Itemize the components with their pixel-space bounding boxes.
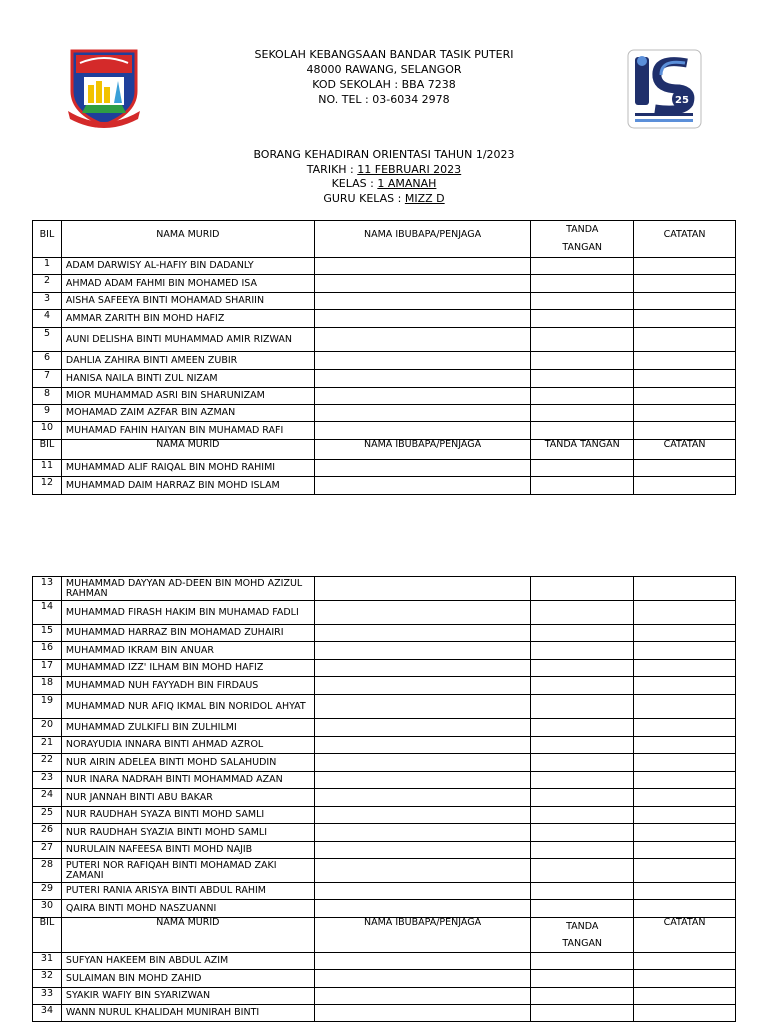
parent-name-cell[interactable]: [314, 695, 530, 719]
signature-cell[interactable]: [531, 772, 634, 789]
parent-name-cell[interactable]: [314, 328, 530, 352]
table-row: [33, 577, 736, 601]
parent-name-cell[interactable]: [314, 883, 530, 900]
signature-cell[interactable]: [531, 258, 634, 275]
student-name: PUTERI RANIA ARISYA BINTI ABDUL RAHIM: [61, 883, 314, 900]
parent-name-cell[interactable]: [314, 275, 530, 293]
student-number: 29: [33, 883, 62, 900]
signature-cell[interactable]: [531, 405, 634, 422]
parent-name-cell[interactable]: [314, 842, 530, 859]
class-value: 1 AMANAH: [377, 177, 437, 190]
parent-name-cell[interactable]: [314, 642, 530, 660]
remarks-cell[interactable]: [634, 824, 736, 842]
signature-cell[interactable]: [531, 695, 634, 719]
table-row: [33, 1005, 736, 1022]
student-number: 19: [33, 695, 62, 719]
table-row: [33, 275, 736, 293]
parent-name-cell[interactable]: [314, 460, 530, 477]
student-number: 32: [33, 970, 62, 988]
table-row: [33, 900, 736, 918]
parent-name-cell[interactable]: [314, 754, 530, 772]
parent-name-cell[interactable]: [314, 352, 530, 370]
student-number: 21: [33, 737, 62, 754]
school-address: 48000 RAWANG, SELANGOR: [306, 63, 462, 76]
date-value: 11 FEBRUARI 2023: [357, 162, 462, 176]
student-name: MUHAMMAD FIRASH HAKIM BIN MUHAMAD FADLI: [61, 601, 314, 625]
student-number: 28: [33, 859, 62, 883]
student-name: NUR RAUDHAH SYAZIA BINTI MOHD SAMLI: [61, 824, 314, 842]
remarks-cell[interactable]: [634, 1005, 736, 1022]
parent-name-cell[interactable]: [314, 660, 530, 677]
table-row: [33, 677, 736, 695]
student-name: MUHAMAD FAHIN HAIYAN BIN MUHAMAD RAFI: [61, 422, 314, 440]
school-phone: NO. TEL : 03-6034 2978: [318, 93, 450, 106]
student-name: MUHAMMAD HARRAZ BIN MOHAMAD ZUHAIRI: [61, 625, 314, 642]
parent-name-cell[interactable]: [314, 719, 530, 737]
student-name: MUHAMMAD NUR AFIQ IKMAL BIN NORIDOL AHYAT: [61, 695, 314, 719]
parent-name-cell[interactable]: [314, 953, 530, 970]
table-row: [33, 642, 736, 660]
table-row: [33, 370, 736, 388]
col-header-nama: NAMA MURID: [61, 918, 314, 953]
col-header-bil: BIL: [33, 918, 62, 953]
signature-cell[interactable]: [531, 275, 634, 293]
student-number: 33: [33, 988, 62, 1005]
table-row: [33, 310, 736, 328]
remarks-cell[interactable]: [634, 328, 736, 352]
student-name: NORAYUDIA INNARA BINTI AHMAD AZROL: [61, 737, 314, 754]
attendance-table-1-body: [33, 221, 736, 495]
signature-cell[interactable]: [531, 388, 634, 405]
student-name: ADAM DARWISY AL-HAFIY BIN DADANLY: [61, 258, 314, 275]
table-row: [33, 754, 736, 772]
remarks-cell[interactable]: [634, 352, 736, 370]
signature-cell[interactable]: [531, 988, 634, 1005]
col-header-tanda-line1: TANDA: [566, 921, 599, 932]
school-crest-logo: [66, 47, 142, 131]
student-name: NUR AIRIN ADELEA BINTI MOHD SALAHUDIN: [61, 754, 314, 772]
student-name: SULAIMAN BIN MOHD ZAHID: [61, 970, 314, 988]
student-number: 9: [33, 405, 62, 422]
table-row: [33, 807, 736, 824]
form-header: [200, 148, 568, 206]
student-number: 6: [33, 352, 62, 370]
form-class: KELAS : 1 AMANAH: [331, 177, 437, 190]
parent-name-cell[interactable]: [314, 310, 530, 328]
student-number: 15: [33, 625, 62, 642]
student-name: MUHAMMAD ZULKIFLI BIN ZULHILMI: [61, 719, 314, 737]
remarks-cell[interactable]: [634, 953, 736, 970]
signature-cell[interactable]: [531, 859, 634, 883]
remarks-cell[interactable]: [634, 677, 736, 695]
student-number: 34: [33, 1005, 62, 1022]
signature-cell[interactable]: [531, 677, 634, 695]
remarks-cell[interactable]: [634, 883, 736, 900]
table-header-row: [33, 918, 736, 953]
svg-text:25: 25: [675, 95, 689, 106]
student-name: MUHAMMAD DAYYAN AD-DEEN BIN MOHD AZIZUL RAHMAN: [61, 577, 314, 601]
table-row: [33, 970, 736, 988]
col-header-catatan: CATATAN: [634, 221, 736, 258]
signature-cell[interactable]: [531, 460, 634, 477]
table-row: [33, 842, 736, 859]
table-row: [33, 883, 736, 900]
parent-name-cell[interactable]: [314, 258, 530, 275]
school-code: KOD SEKOLAH : BBA 7238: [312, 78, 456, 91]
student-name: NUR JANNAH BINTI ABU BAKAR: [61, 789, 314, 807]
signature-cell[interactable]: [531, 970, 634, 988]
remarks-cell[interactable]: [634, 310, 736, 328]
col-header-tanda: TANDA TANGAN: [531, 440, 634, 460]
signature-cell[interactable]: [531, 642, 634, 660]
table-row: [33, 422, 736, 440]
remarks-cell[interactable]: [634, 642, 736, 660]
signature-cell[interactable]: [531, 900, 634, 918]
col-header-catatan: CATATAN: [634, 918, 736, 953]
parent-name-cell[interactable]: [314, 388, 530, 405]
student-number: 27: [33, 842, 62, 859]
school-header: [200, 47, 568, 107]
col-header-ibubapa: NAMA IBUBAPA/PENJAGA: [314, 440, 530, 460]
parent-name-cell[interactable]: [314, 405, 530, 422]
remarks-cell[interactable]: [634, 988, 736, 1005]
signature-cell[interactable]: [531, 601, 634, 625]
col-header-tanda: [531, 918, 634, 953]
remarks-cell[interactable]: [634, 601, 736, 625]
student-name: AMMAR ZARITH BIN MOHD HAFIZ: [61, 310, 314, 328]
student-name: NURULAIN NAFEESA BINTI MOHD NAJIB: [61, 842, 314, 859]
table-row: [33, 953, 736, 970]
table-row: [33, 737, 736, 754]
student-name: DAHLIA ZAHIRA BINTI AMEEN ZUBIR: [61, 352, 314, 370]
school-name: SEKOLAH KEBANGSAAN BANDAR TASIK PUTERI: [254, 48, 514, 61]
remarks-cell[interactable]: [634, 422, 736, 440]
table-row: [33, 719, 736, 737]
signature-cell[interactable]: [531, 660, 634, 677]
student-number: 24: [33, 789, 62, 807]
remarks-cell[interactable]: [634, 859, 736, 883]
table-header-row: [33, 440, 736, 460]
col-header-tanda-line2: TANGAN: [562, 938, 603, 949]
student-name: MOHAMAD ZAIM AZFAR BIN AZMAN: [61, 405, 314, 422]
col-header-ibubapa: NAMA IBUBAPA/PENJAGA: [314, 918, 530, 953]
student-number: 14: [33, 601, 62, 625]
attendance-table-2: [32, 576, 736, 1022]
signature-cell[interactable]: [531, 1005, 634, 1022]
remarks-cell[interactable]: [634, 970, 736, 988]
signature-cell[interactable]: [531, 824, 634, 842]
student-number: 8: [33, 388, 62, 405]
signature-cell[interactable]: [531, 625, 634, 642]
remarks-cell[interactable]: [634, 577, 736, 601]
remarks-cell[interactable]: [634, 293, 736, 310]
remarks-cell[interactable]: [634, 388, 736, 405]
signature-cell[interactable]: [531, 310, 634, 328]
remarks-cell[interactable]: [634, 842, 736, 859]
student-number: 23: [33, 772, 62, 789]
student-number: 26: [33, 824, 62, 842]
form-title: BORANG KEHADIRAN ORIENTASI TAHUN 1/2023: [253, 148, 515, 161]
student-name: AHMAD ADAM FAHMI BIN MOHAMED ISA: [61, 275, 314, 293]
signature-cell[interactable]: [531, 737, 634, 754]
remarks-cell[interactable]: [634, 370, 736, 388]
parent-name-cell[interactable]: [314, 970, 530, 988]
signature-cell[interactable]: [531, 352, 634, 370]
student-number: 30: [33, 900, 62, 918]
student-name: MIOR MUHAMMAD ASRI BIN SHARUNIZAM: [61, 388, 314, 405]
table-row: [33, 460, 736, 477]
parent-name-cell[interactable]: [314, 859, 530, 883]
col-header-nama: NAMA MURID: [61, 440, 314, 460]
remarks-cell[interactable]: [634, 719, 736, 737]
student-name: NUR INARA NADRAH BINTI MOHAMMAD AZAN: [61, 772, 314, 789]
student-number: 13: [33, 577, 62, 601]
parent-name-cell[interactable]: [314, 293, 530, 310]
signature-cell[interactable]: [531, 719, 634, 737]
student-number: 16: [33, 642, 62, 660]
parent-name-cell[interactable]: [314, 577, 530, 601]
col-header-nama: NAMA MURID: [61, 221, 314, 258]
student-name: PUTERI NOR RAFIQAH BINTI MOHAMAD ZAKI ZAMANI: [61, 859, 314, 883]
parent-name-cell[interactable]: [314, 422, 530, 440]
table-row: [33, 695, 736, 719]
signature-cell[interactable]: [531, 807, 634, 824]
student-number: 17: [33, 660, 62, 677]
student-name: SYAKIR WAFIY BIN SYARIZWAN: [61, 988, 314, 1005]
table-row: [33, 328, 736, 352]
signature-cell[interactable]: [531, 328, 634, 352]
parent-name-cell[interactable]: [314, 789, 530, 807]
student-name: WANN NURUL KHALIDAH MUNIRAH BINTI: [61, 1005, 314, 1022]
table-row: [33, 293, 736, 310]
parent-name-cell[interactable]: [314, 824, 530, 842]
parent-name-cell[interactable]: [314, 370, 530, 388]
student-number: 5: [33, 328, 62, 352]
parent-name-cell[interactable]: [314, 772, 530, 789]
student-number: 31: [33, 953, 62, 970]
attendance-table-1: [32, 220, 736, 495]
remarks-cell[interactable]: [634, 900, 736, 918]
parent-name-cell[interactable]: [314, 988, 530, 1005]
signature-cell[interactable]: [531, 953, 634, 970]
col-header-tanda: TANDA TANGAN: [531, 221, 634, 258]
remarks-cell[interactable]: [634, 772, 736, 789]
teacher-value: MIZZ D: [404, 191, 445, 205]
parent-name-cell[interactable]: [314, 807, 530, 824]
table-row: [33, 625, 736, 642]
form-teacher: GURU KELAS : MIZZ D: [323, 191, 445, 205]
student-name: AISHA SAFEEYA BINTI MOHAMAD SHARIIN: [61, 293, 314, 310]
student-name: QAIRA BINTI MOHD NASZUANNI: [61, 900, 314, 918]
student-number: 1: [33, 258, 62, 275]
student-number: 7: [33, 370, 62, 388]
table-row: [33, 477, 736, 495]
remarks-cell[interactable]: [634, 477, 736, 495]
signature-cell[interactable]: [531, 422, 634, 440]
parent-name-cell[interactable]: [314, 677, 530, 695]
parent-name-cell[interactable]: [314, 1005, 530, 1022]
student-number: 11: [33, 460, 62, 477]
table-row: [33, 988, 736, 1005]
student-name: AUNI DELISHA BINTI MUHAMMAD AMIR RIZWAN: [61, 328, 314, 352]
remarks-cell[interactable]: [634, 258, 736, 275]
remarks-cell[interactable]: [634, 754, 736, 772]
student-number: 2: [33, 275, 62, 293]
col-header-bil: BIL: [33, 221, 62, 258]
signature-cell[interactable]: [531, 577, 634, 601]
student-number: 25: [33, 807, 62, 824]
student-name: MUHAMMAD IZZ' ILHAM BIN MOHD HAFIZ: [61, 660, 314, 677]
remarks-cell[interactable]: [634, 789, 736, 807]
remarks-cell[interactable]: [634, 660, 736, 677]
attendance-table-2-body: [33, 577, 736, 1022]
remarks-cell[interactable]: [634, 807, 736, 824]
table-row: [33, 660, 736, 677]
table-row: [33, 601, 736, 625]
col-header-bil: BIL: [33, 440, 62, 460]
signature-cell[interactable]: [531, 293, 634, 310]
parent-name-cell[interactable]: [314, 477, 530, 495]
parent-name-cell[interactable]: [314, 601, 530, 625]
student-name: SUFYAN HAKEEM BIN ABDUL AZIM: [61, 953, 314, 970]
form-date: TARIKH : 11 FEBRUARI 2023: [306, 162, 462, 176]
student-number: 4: [33, 310, 62, 328]
table-row: [33, 405, 736, 422]
parent-name-cell[interactable]: [314, 900, 530, 918]
signature-cell[interactable]: [531, 477, 634, 495]
table-row: [33, 824, 736, 842]
student-number: 20: [33, 719, 62, 737]
col-header-ibubapa: NAMA IBUBAPA/PENJAGA: [314, 221, 530, 258]
student-name: MUHAMMAD DAIM HARRAZ BIN MOHD ISLAM: [61, 477, 314, 495]
remarks-cell[interactable]: [634, 460, 736, 477]
anniversary-logo: [627, 49, 702, 129]
student-name: NUR RAUDHAH SYAZA BINTI MOHD SAMLI: [61, 807, 314, 824]
remarks-cell[interactable]: [634, 405, 736, 422]
col-header-catatan: CATATAN: [634, 440, 736, 460]
signature-cell[interactable]: [531, 842, 634, 859]
student-name: MUHAMMAD ALIF RAIQAL BIN MOHD RAHIMI: [61, 460, 314, 477]
student-number: 12: [33, 477, 62, 495]
student-name: MUHAMMAD IKRAM BIN ANUAR: [61, 642, 314, 660]
parent-name-cell[interactable]: [314, 737, 530, 754]
signature-cell[interactable]: [531, 789, 634, 807]
remarks-cell[interactable]: [634, 737, 736, 754]
student-name: MUHAMMAD NUH FAYYADH BIN FIRDAUS: [61, 677, 314, 695]
signature-cell[interactable]: [531, 883, 634, 900]
remarks-cell[interactable]: [634, 695, 736, 719]
student-number: 18: [33, 677, 62, 695]
student-number: 10: [33, 422, 62, 440]
table-row: [33, 352, 736, 370]
remarks-cell[interactable]: [634, 625, 736, 642]
table-row: [33, 388, 736, 405]
table-row: [33, 859, 736, 883]
parent-name-cell[interactable]: [314, 625, 530, 642]
student-number: 3: [33, 293, 62, 310]
table-row: [33, 772, 736, 789]
table-row: [33, 258, 736, 275]
student-name: HANISA NAILA BINTI ZUL NIZAM: [61, 370, 314, 388]
signature-cell[interactable]: [531, 370, 634, 388]
student-number: 22: [33, 754, 62, 772]
signature-cell[interactable]: [531, 754, 634, 772]
table-header-row: [33, 221, 736, 258]
remarks-cell[interactable]: [634, 275, 736, 293]
table-row: [33, 789, 736, 807]
